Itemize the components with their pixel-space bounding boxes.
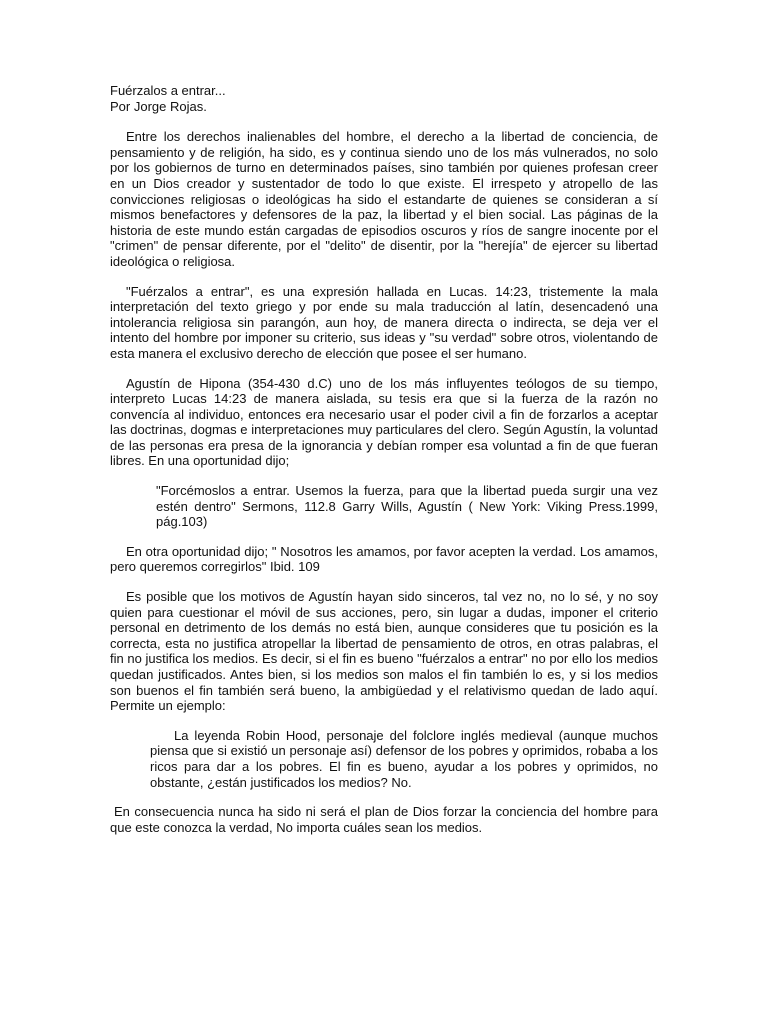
- paragraph-3: Agustín de Hipona (354-430 d.C) uno de los más influyentes teólogos de su tiempo, interpreto Lucas 14:23 de manera aislada, su tesis era que si la fuerza de la razón no convencía al individuo, entonces era necesario usar el poder civil a fin de forzarlos a aceptar las doctrinas, dogmas e interpretaciones muy particulares del clero. Según Agustín, la voluntad de las personas era presa de la ignorancia y debían romper esa voluntad a fin de que fueran libres. En una oportunidad dijo;: [110, 375, 658, 469]
- paragraph-2: "Fuérzalos a entrar", es una expresión hallada en Lucas. 14:23, tristemente la mala interpretación del texto griego y por ende su mala traducción al latín, desencadenó una intolerancia religiosa sin parangón, aun hoy, de manera directa o indirecta, se deja ver el intento del hombre por imponer su criterio, sus ideas y "su verdad" sobre otros, violentando de esta manera el exclusivo derecho de elección que posee el ser humano.: [110, 283, 658, 361]
- closing-paragraph: En consecuencia nunca ha sido ni será el plan de Dios forzar la conciencia del hombre para que este conozca la verdad, No importa cuáles sean los medios.: [110, 804, 658, 835]
- block-quote-augustine: "Forcémoslos a entrar. Usemos la fuerza, para que la libertad pueda surgir una vez estén dentro" Sermons, 112.8 Garry Wills, Agustín ( New York: Viking Press.1999, pág.103): [156, 483, 658, 530]
- paragraph-5: Es posible que los motivos de Agustín hayan sido sinceros, tal vez no, no lo sé, y no soy quien para cuestionar el móvil de sus acciones, pero, sin lugar a dudas, imponer el criterio personal en detrimento de los demás no está bien, aunque consideres que tu posición es la correcta, esta no justifica atropellar la libertad de pensamiento de otros, en otras palabras, el fin no justifica los medios. Es decir, si el fin es bueno "fuérzalos a entrar" no por ello los medios quedan justificados. Antes bien, si los medios son malos el fin también lo es, y si los medios son buenos el fin también será bueno, la ambigüedad y el relativismo quedan de lado aquí. Permite un ejemplo:: [110, 589, 658, 714]
- document-page: [110, 83, 658, 835]
- block-quote-robin-hood: La leyenda Robin Hood, personaje del folclore inglés medieval (aunque muchos piensa que si existió un personaje así) defensor de los pobres y oprimidos, robaba a los ricos para dar a los pobres. El fin es bueno, ayudar a los pobres y oprimidos, no obstante, ¿están justificados los medios? No.: [150, 727, 658, 790]
- document-title: Fuérzalos a entrar...: [110, 83, 226, 98]
- paragraph-4: En otra oportunidad dijo; " Nosotros les amamos, por favor acepten la verdad. Los amamos, pero queremos corregirlos" Ibid. 109: [110, 543, 658, 575]
- document-author: Por Jorge Rojas.: [110, 98, 207, 114]
- paragraph-1: Entre los derechos inalienables del hombre, el derecho a la libertad de conciencia, de pensamiento y de religión, ha sido, es y continua siendo uno de los más vulnerados, no solo por los gobiernos de turno en determinados países, sino también por quienes profesan creer en un Dios creador y sustentador de todo lo que existe. El irrespeto y atropello de las convicciones religiosas o ideológicas ha sido el estandarte de quienes se consideran a sí mismos benefactores y defensores de la paz, la libertad y el bien social. Las páginas de la historia de este mundo están cargadas de episodios oscuros y ríos de sangre inocente por el "crimen" de pensar diferente, por el "delito" de disentir, por la "herejía" de ejercer su libertad ideológica o religiosa.: [110, 129, 658, 269]
